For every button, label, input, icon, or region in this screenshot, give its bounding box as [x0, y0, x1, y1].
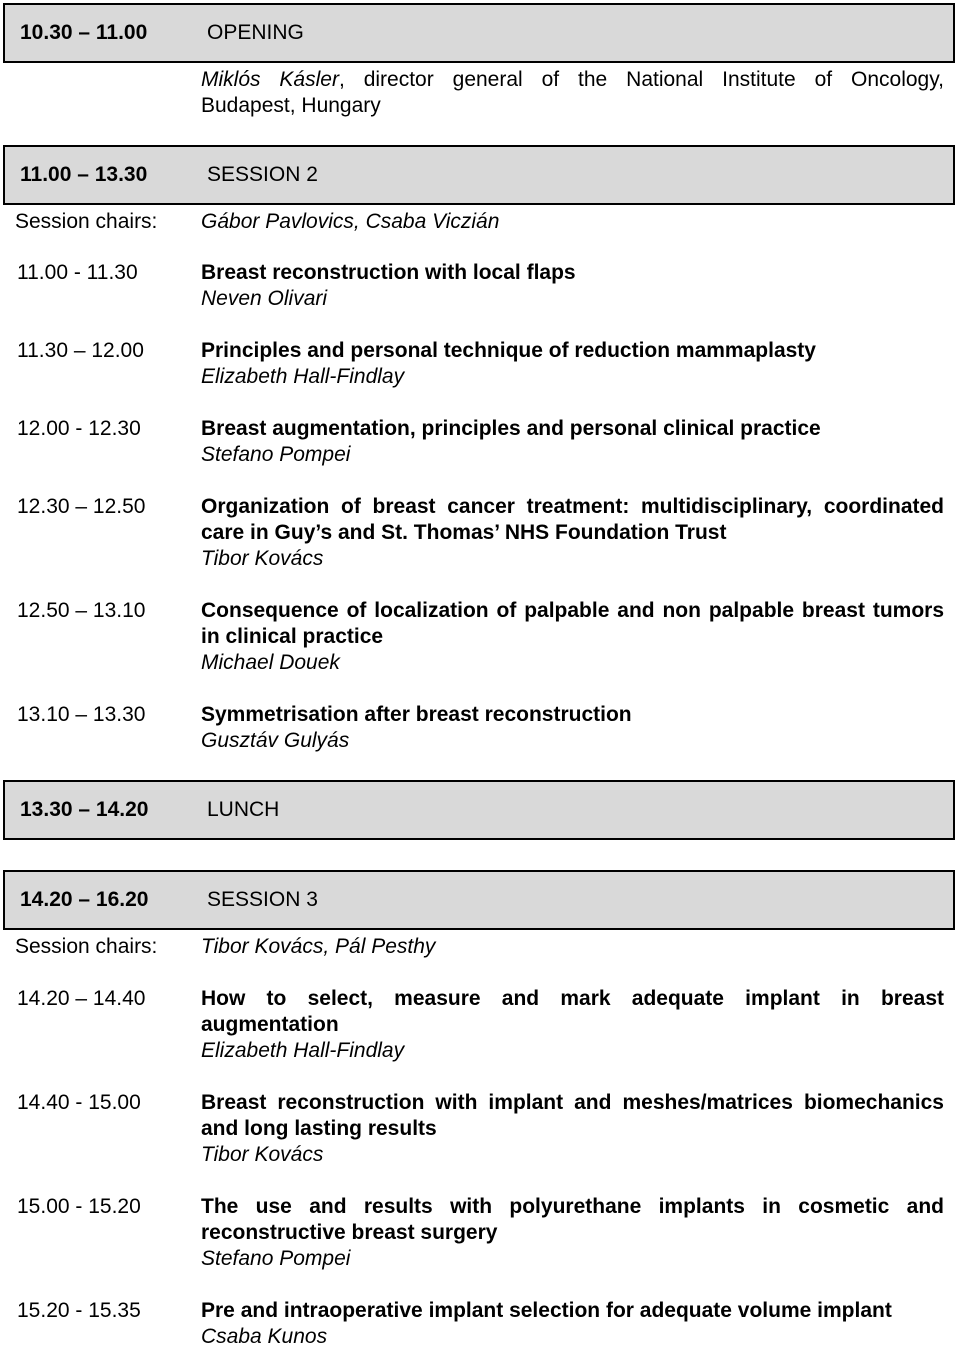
talk-time: 11.00 - 11.30 [17, 261, 138, 284]
session3-header [3, 870, 955, 930]
session2-chairs-label: Session chairs: [15, 210, 158, 233]
talk-title: Breast augmentation, principles and personal clinical practice [201, 417, 821, 440]
talk-title: Organization of breast cancer treatment: multidisciplinary, coordinated care in Guy’s and St. Thomas’ NHS Foundation Trust [201, 495, 944, 544]
session2-chairs: Gábor Pavlovics, Csaba Viczián [201, 210, 500, 233]
talk-time: 11.30 – 12.00 [17, 339, 144, 362]
talk-item [201, 598, 944, 676]
talk-speaker: Stefano Pompei [201, 443, 351, 466]
session2-header [3, 145, 955, 205]
opening-heading: OPENING [207, 21, 304, 44]
talk-item [201, 260, 944, 312]
talk-item [201, 1194, 944, 1272]
talk-title: Breast reconstruction with implant and meshes/matrices biomechanics and long lasting results [201, 1091, 944, 1140]
opening-speaker-role: , director general of the National Institute of Oncology, [338, 68, 944, 91]
opening-speaker-name: Miklós Kásler [201, 68, 339, 91]
talk-speaker: Csaba Kunos [201, 1325, 328, 1348]
talk-item [201, 338, 944, 390]
opening-time: 10.30 – 11.00 [20, 21, 148, 44]
talk-item [201, 494, 944, 572]
talk-item [201, 416, 944, 468]
talk-title: How to select, measure and mark adequate implant in breast augmentation [201, 987, 944, 1036]
talk-speaker: Gusztáv Gulyás [201, 729, 350, 752]
talk-speaker: Stefano Pompei [201, 1247, 351, 1270]
talk-item [201, 986, 944, 1064]
talk-title: The use and results with polyurethane implants in cosmetic and reconstructive breast surgery [201, 1195, 944, 1244]
talk-title: Consequence of localization of palpable and non palpable breast tumors in clinical practice [201, 599, 944, 648]
talk-item [201, 1298, 944, 1350]
talk-title: Breast reconstruction with local flaps [201, 261, 576, 284]
session2-heading: SESSION 2 [207, 163, 318, 186]
opening-speaker-role-2: Budapest, Hungary [201, 94, 381, 117]
talk-title: Principles and personal technique of reduction mammaplasty [201, 339, 816, 362]
talk-title: Pre and intraoperative implant selection for adequate volume implant [201, 1299, 892, 1322]
lunch-heading: LUNCH [207, 798, 280, 821]
session3-time: 14.20 – 16.20 [20, 888, 149, 911]
talk-speaker: Neven Olivari [201, 287, 328, 310]
talk-time: 12.30 – 12.50 [17, 495, 146, 518]
talk-time: 14.20 – 14.40 [17, 987, 146, 1010]
session3-chairs: Tibor Kovács, Pál Pesthy [201, 935, 436, 958]
talk-speaker: Tibor Kovács [201, 1143, 324, 1166]
talk-time: 15.20 - 15.35 [17, 1299, 141, 1322]
session3-heading: SESSION 3 [207, 888, 318, 911]
talk-speaker: Tibor Kovács [201, 547, 324, 570]
talk-time: 12.00 - 12.30 [17, 417, 141, 440]
session3-chairs-label: Session chairs: [15, 935, 158, 958]
talk-item [201, 1090, 944, 1168]
talk-time: 12.50 – 13.10 [17, 599, 146, 622]
opening-speaker [201, 67, 944, 93]
talk-speaker: Michael Douek [201, 651, 340, 674]
talk-item [201, 702, 944, 754]
talk-speaker: Elizabeth Hall-Findlay [201, 1039, 405, 1062]
lunch-header [3, 780, 955, 840]
talk-time: 15.00 - 15.20 [17, 1195, 141, 1218]
talk-speaker: Elizabeth Hall-Findlay [201, 365, 405, 388]
lunch-time: 13.30 – 14.20 [20, 798, 149, 821]
session2-time: 11.00 – 13.30 [20, 163, 148, 186]
talk-time: 14.40 - 15.00 [17, 1091, 141, 1114]
talk-time: 13.10 – 13.30 [17, 703, 146, 726]
opening-header [3, 3, 955, 63]
talk-title: Symmetrisation after breast reconstruction [201, 703, 632, 726]
